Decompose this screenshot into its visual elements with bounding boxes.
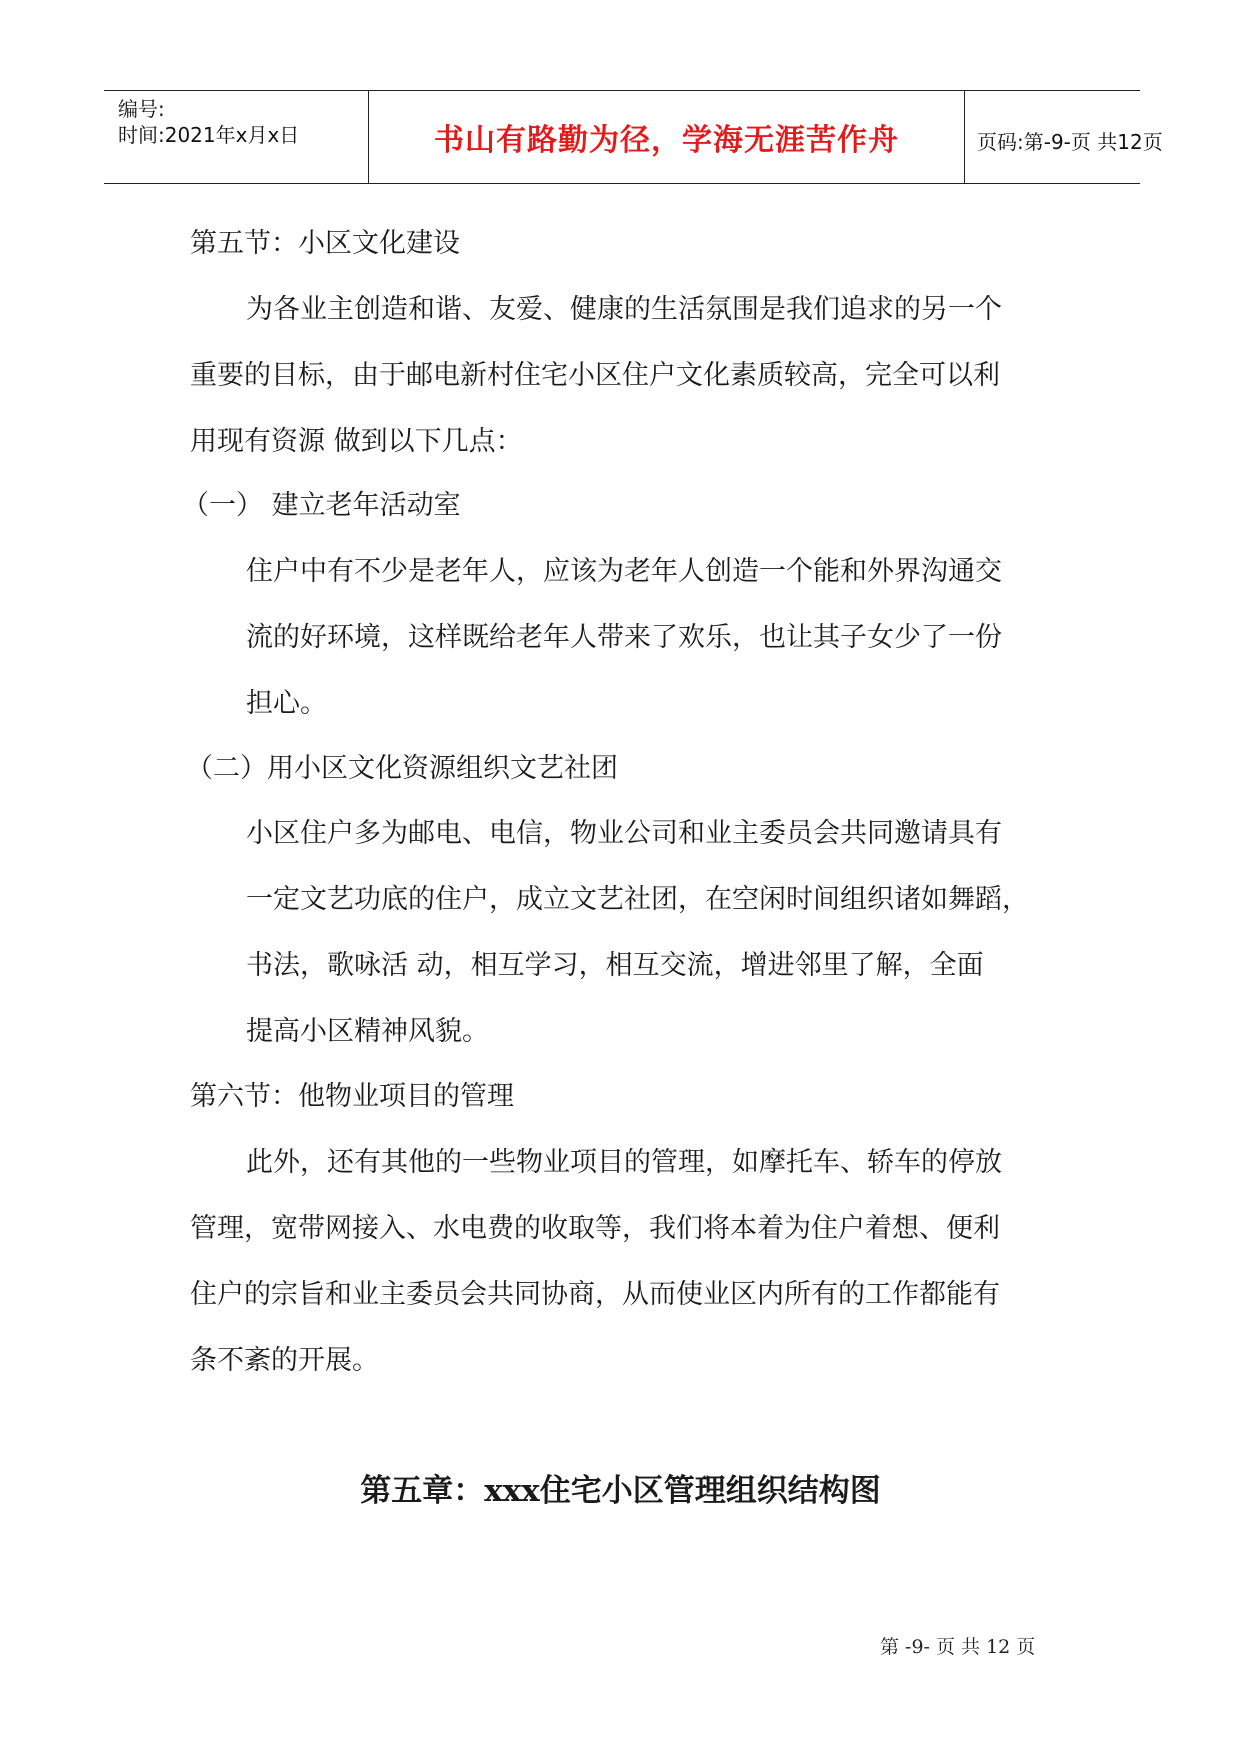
paragraph-line: 条不紊的开展。 (190, 1345, 379, 1376)
section-heading-5: 第五节：小区文化建设 (190, 228, 460, 259)
paragraph-line: 管理，宽带网接入、水电费的收取等，我们将本着为住户着想、便利 (190, 1213, 1000, 1244)
header-page-cell (965, 91, 1163, 183)
section-heading-6: 第六节：他物业项目的管理 (190, 1081, 514, 1112)
paragraph-line: 担心。 (246, 688, 327, 719)
paragraph-line: 小区住户多为邮电、电信，物业公司和业主委员会共同邀请具有 (246, 818, 1002, 849)
paragraph-line: 此外，还有其他的一些物业项目的管理，如摩托车、轿车的停放 (246, 1147, 1002, 1178)
header-motto: 书山有路勤为径，学海无涯苦作舟 (434, 123, 899, 158)
header-page-info: 页码:第-9-页 共12页 (977, 130, 1163, 154)
subheading-1: （一） 建立老年活动室 (182, 490, 461, 521)
document-number-label: 编号: (118, 97, 165, 121)
paragraph-line: 流的好环境，这样既给老年人带来了欢乐，也让其子女少了一份 (246, 622, 1002, 653)
header-meta-cell (104, 91, 368, 183)
page-footer-number: 第 -9- 页 共 12 页 (880, 1636, 1036, 1658)
document-time-label: 时间:2021年x月x日 (118, 123, 300, 147)
subheading-2: （二）用小区文化资源组织文艺社团 (186, 753, 618, 784)
paragraph-line: 为各业主创造和谐、友爱、健康的生活氛围是我们追求的另一个 (246, 294, 1002, 325)
page-header (104, 90, 1163, 184)
paragraph-line: 重要的目标，由于邮电新村住宅小区住户文化素质较高，完全可以利 (190, 360, 1000, 391)
header-motto-cell (368, 91, 965, 183)
chapter-title: 第五章：xxx住宅小区管理组织结构图 (360, 1473, 881, 1509)
paragraph-line: 提高小区精神风貌。 (246, 1016, 489, 1047)
paragraph-line: 住户中有不少是老年人，应该为老年人创造一个能和外界沟通交 (246, 556, 1002, 587)
paragraph-line: 一定文艺功底的住户，成立文艺社团，在空闲时间组织诸如舞蹈， (246, 884, 1029, 915)
paragraph-line: 住户的宗旨和业主委员会共同协商，从而使业区内所有的工作都能有 (190, 1279, 1000, 1310)
paragraph-line: 书法，歌咏活 动，相互学习，相互交流，增进邻里了解，全面 (246, 950, 984, 981)
paragraph-line: 用现有资源 做到以下几点： (190, 426, 523, 457)
